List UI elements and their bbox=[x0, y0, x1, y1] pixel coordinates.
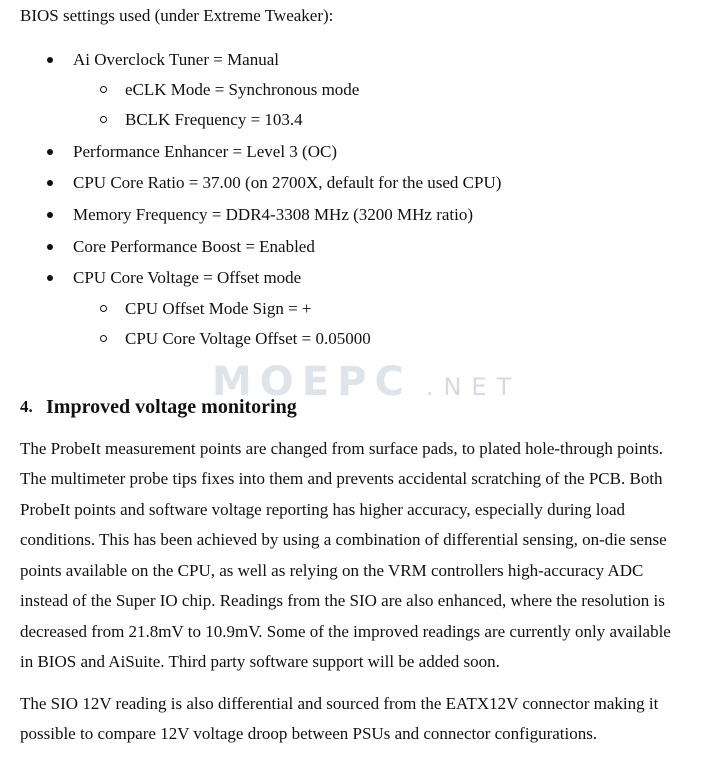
paragraph-line: The SIO 12V reading is also differential and sourced from the EATX12V connector making it bbox=[20, 694, 659, 713]
sub-list-item bbox=[0, 327, 710, 351]
sub-setting-text: BCLK Frequency = 103.4 bbox=[125, 110, 303, 129]
sub-list-item bbox=[0, 78, 710, 102]
paragraph-line: ProbeIt points and software voltage reporting has higher accuracy, especially during load bbox=[20, 500, 626, 519]
setting-text: CPU Core Ratio = 37.00 (on 2700X, default for the used CPU) bbox=[73, 173, 502, 192]
sub-setting-text: CPU Core Voltage Offset = 0.05000 bbox=[125, 329, 371, 348]
paragraph-line: in BIOS and AiSuite. Third party software support will be added soon. bbox=[20, 652, 500, 671]
watermark-suffix: .NET bbox=[425, 373, 522, 401]
paragraph-line: The ProbeIt measurement points are changed from surface pads, to plated hole-through points. bbox=[20, 439, 663, 458]
list-item bbox=[0, 203, 710, 227]
list-item bbox=[0, 171, 710, 195]
sub-setting-text: CPU Offset Mode Sign = + bbox=[125, 299, 312, 318]
bullet-icon bbox=[47, 212, 53, 218]
list-item bbox=[0, 266, 710, 290]
list-item bbox=[0, 48, 710, 72]
hollow-bullet-icon bbox=[100, 116, 107, 123]
section-title: Improved voltage monitoring bbox=[46, 396, 297, 418]
setting-text: Memory Frequency = DDR4-3308 MHz (3200 MHz ratio) bbox=[73, 205, 474, 224]
paragraph-line: The multimeter probe tips fixes into them and prevents accidental scratching of the PCB. Both bbox=[20, 469, 663, 488]
hollow-bullet-icon bbox=[100, 335, 107, 342]
paragraph-line: decreased from 21.8mV to 10.9mV. Some of the improved readings are currently only available bbox=[20, 622, 671, 641]
bullet-icon bbox=[47, 57, 53, 63]
setting-text: Core Performance Boost = Enabled bbox=[73, 237, 315, 256]
sub-list-item bbox=[0, 108, 710, 132]
bullet-icon bbox=[47, 180, 53, 186]
hollow-bullet-icon bbox=[100, 86, 107, 93]
paragraph-line: possible to compare 12V voltage droop between PSUs and connector configurations. bbox=[20, 724, 598, 743]
hollow-bullet-icon bbox=[100, 305, 107, 312]
section-heading bbox=[20, 394, 297, 420]
setting-text: Performance Enhancer = Level 3 (OC) bbox=[73, 142, 337, 161]
paragraph-line: conditions. This has been achieved by using a combination of differential sensing, on-die sense bbox=[20, 530, 667, 549]
sub-list-item bbox=[0, 297, 710, 321]
setting-text: CPU Core Voltage = Offset mode bbox=[73, 268, 302, 287]
paragraph-line: instead of the Super IO chip. Readings from the SIO are also enhanced, where the resolution is bbox=[20, 591, 665, 610]
list-item bbox=[0, 140, 710, 164]
list-item bbox=[0, 235, 710, 259]
setting-text: Ai Overclock Tuner = Manual bbox=[73, 50, 280, 69]
bullet-icon bbox=[47, 149, 53, 155]
bios-settings-intro: BIOS settings used (under Extreme Tweaker): bbox=[20, 6, 334, 25]
paragraph-line: points available on the CPU, as well as relying on the VRM controllers high-accuracy ADC bbox=[20, 561, 644, 580]
watermark-main: MOEPC bbox=[212, 359, 412, 405]
section-number: 4. bbox=[20, 397, 33, 416]
sub-setting-text: eCLK Mode = Synchronous mode bbox=[125, 80, 360, 99]
bullet-icon bbox=[47, 275, 53, 281]
bullet-icon bbox=[47, 244, 53, 250]
